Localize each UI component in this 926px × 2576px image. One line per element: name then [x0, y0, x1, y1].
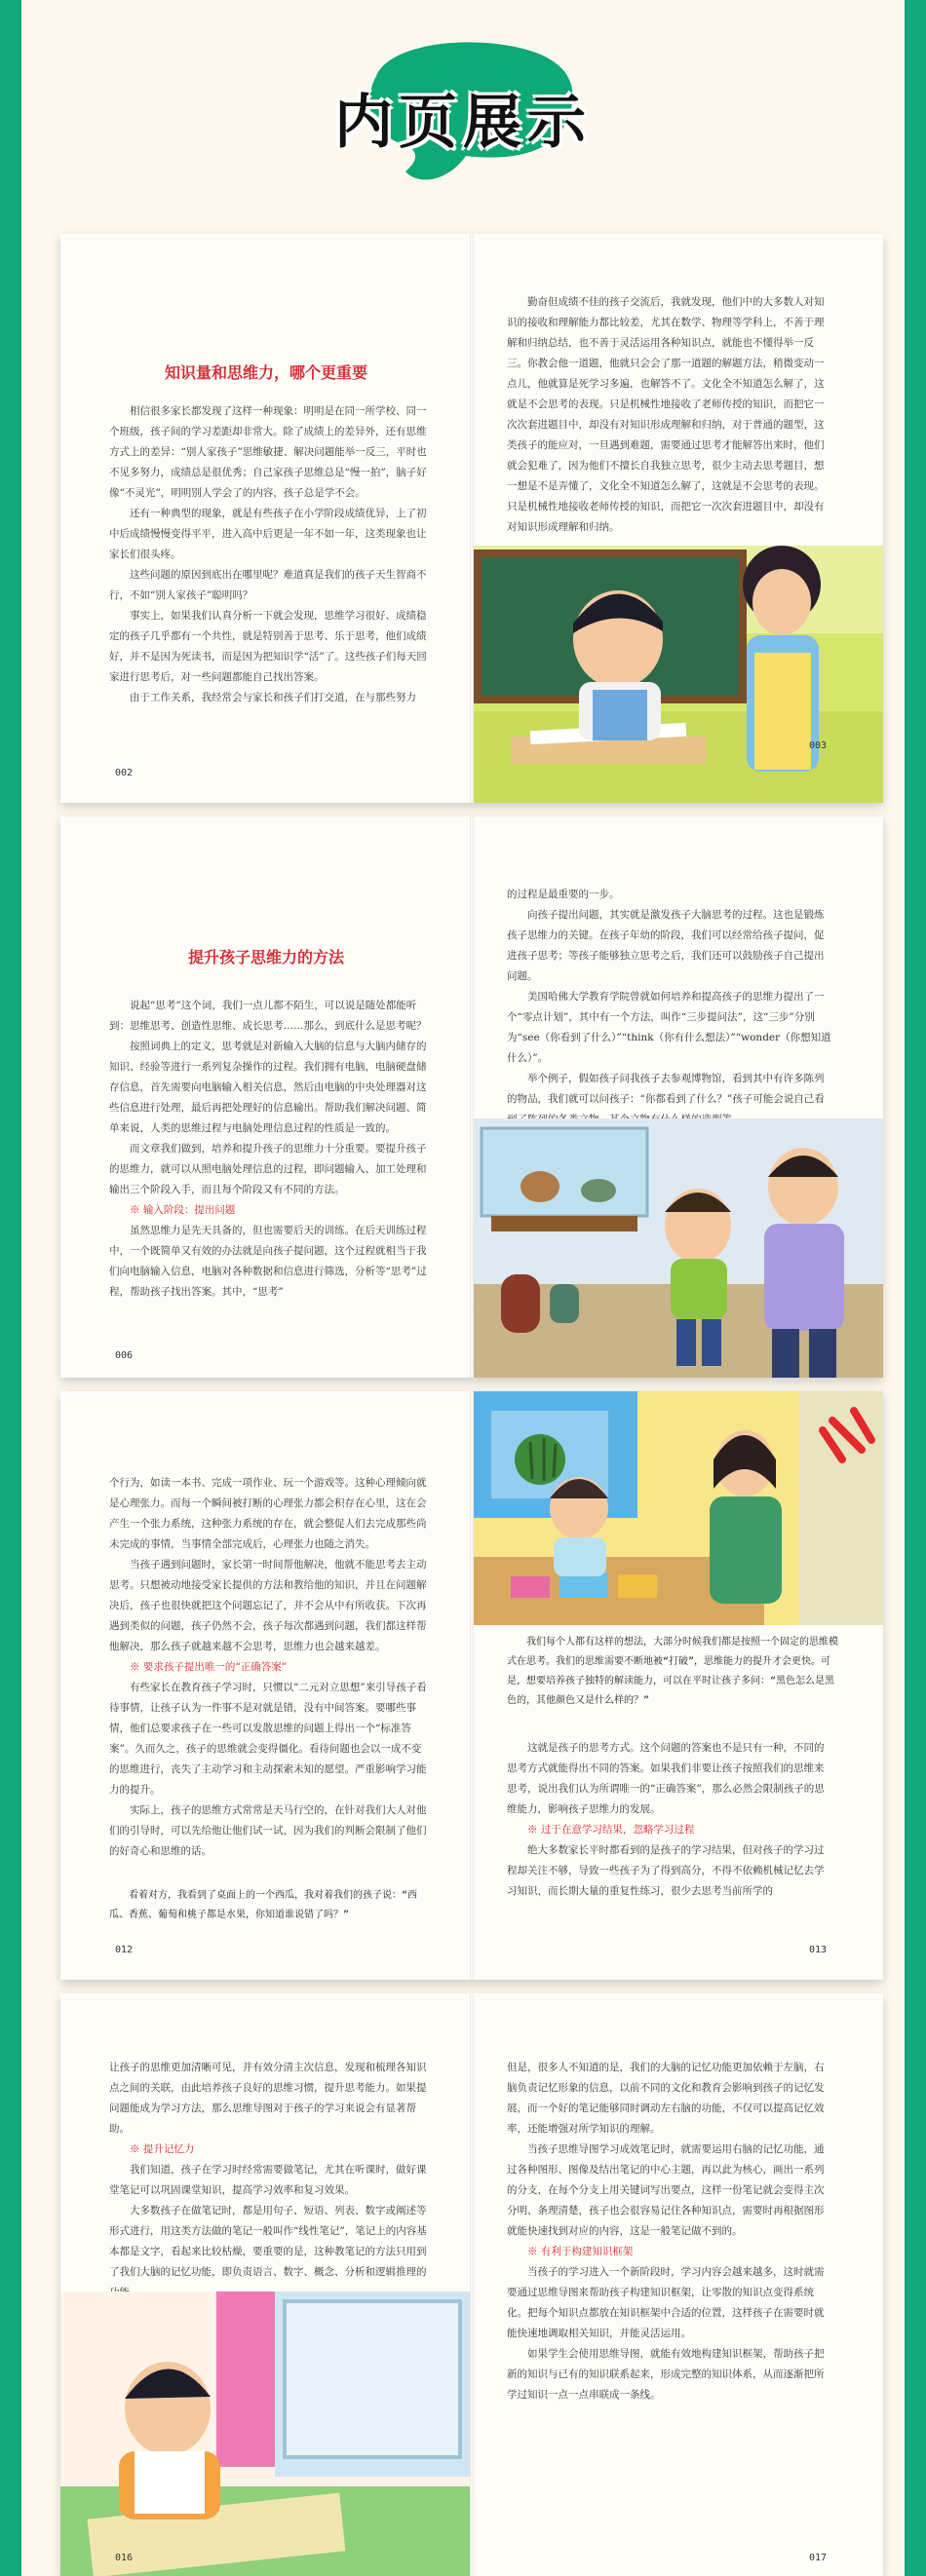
book-spread-4 — [60, 1993, 883, 2576]
body-text — [109, 1473, 431, 1862]
body-text — [507, 1738, 832, 1902]
header — [21, 0, 905, 214]
paragraph: 按照词典上的定义，思考就是对新输入大脑的信息与大脑内储存的知识、经验等进行一系列复杂操作的过程。我们拥有电脑，电脑硬盘储存信息，首先需要向电脑输入相关信息，然后由电脑的中央处理器对这些信息进行处理，最后再把处理好的信息输出。帮助我们解决问题、简单来说，人类的思维过程与电脑处理信息过程的性质是一致的。 — [109, 1041, 427, 1134]
paragraph: 如果学生会使用思维导图，就能有效地构建知识框架，帮助孩子把新的知识与已有的知识联系起来，形成完整的知识体系，从而逐渐把所学过知识一点一点串联成一条线。 — [507, 2348, 825, 2401]
page-number: 016 — [115, 2553, 134, 2563]
paragraph: 美国哈佛大学教育学院曾就如何培养和提高孩子的思维力提出了一个“零点计划”，其中有一个方法，叫作“三步提问法”，这“三步”分别为“see（你看到了什么）”“think（你有什么想法）”“wonder（你想知道什么）”。 — [507, 991, 831, 1064]
page-013 — [472, 1391, 883, 1980]
paragraph: 虽然思维力是先天具备的，但也需要后天的训练。在后天训练过程中，一个既简单又有效的办法就是向孩子提问题，这个过程就相当于我们向电脑输入信息，电脑对各种数据和信息进行筛选，分析等“思考”过程，帮助孩子找出答案。其中，“思考” — [109, 1225, 427, 1298]
paragraph: 这就是孩子的思考方式。这个问题的答案也不是只有一种，不同的思考方式就能得出不同的答案。如果我们非要让孩子按照我们的思维来思考，说出我们认为所谓唯一的“正确答案”，那么必然会限制孩子的思维能力，影响孩子思维力的发展。 — [507, 1742, 825, 1815]
paragraph: 事实上，如果我们认真分析一下就会发现，思维学习很好、成绩稳定的孩子几乎都有一个共性，就是特别善于思考、乐于思考，他们成绩好，并不是因为死读书，而是因为把知识学“活”了。这些孩子们每天回家进行思考后，对一些问题都能自己找出答案。 — [109, 610, 427, 683]
body-text — [507, 2058, 832, 2406]
page-number: 012 — [115, 1945, 134, 1955]
illustration-boy-taking-notes — [60, 2292, 472, 2576]
paragraph: 举个例子，假如孩子问我孩子去参观博物馆，看到其中有许多陈列的物品，我们就可以问孩子：“你都看到了什么？”孩子可能会说自己看 — [507, 1073, 825, 1105]
page-number: 003 — [809, 740, 828, 751]
body-text — [109, 996, 431, 1303]
section-heading: ※ 提升记忆力 — [130, 2143, 195, 2155]
section-heading: ※ 输入阶段：提出问题 — [130, 1204, 236, 1216]
page-016 — [60, 1993, 472, 2576]
page-number: 017 — [809, 2553, 828, 2563]
page-012 — [60, 1391, 472, 1980]
paragraph: 勤奋但成绩不佳的孩子交流后，我就发现，他们中的大多数人对知识的接收和理解能力都比较差，尤其在数学、物理等学科上，不善于理解和归纳总结，也不善于灵活运用各种知识点，就能也不懂得举一反三。你教会他一道题，他就只会会了那一道题的解题方法，稍微变动一点儿，他就算是死学习多遍，也解答不了。文化全不知道怎么解了，这就是不会思考的表现。只是机械性地接收了老师传授的知识，而把它一次次套进题目中，却没有对知识形成理解和归纳，对于普通的题型，这类孩子的能应对，一旦遇到难题，需要通过思考才能解答出来时，他们就会犯难了，因为他们不擅长自我独立思考，很少主动去思考题目，想一想是不是弄懂了，文化全不知道怎么解了，这就是不会思考的表现。只是机械性地接收老师传授的知识，而把它一次次套进题目中，却没有对知识形成理解和归纳。 — [507, 296, 825, 533]
section-heading: ※ 要求孩子提出唯一的“正确答案” — [130, 1661, 288, 1673]
paragraph: 说起“思考”这个词，我们一点儿都不陌生，可以说是随处都能听到：思维思考、创造性思维、成长思考……那么，到底什么是思考呢？ — [109, 1000, 427, 1032]
paragraph: 由于工作关系，我经常会与家长和孩子们打交道，在与那些努力 — [130, 692, 416, 703]
book-gutter — [470, 234, 474, 803]
section-heading: ※ 有利于构建知识框架 — [527, 2246, 634, 2257]
paragraph: 大多数孩子在做笔记时，都是用句子、短语、列表、数字或阐述等形式进行，用这类方法做的笔记一般叫作“线性笔记”，笔记上的内容基本都是文字，看起来比较枯燥，要重要的是，这种教笔记的方法只用到了我们大脑的记忆功能，即负责语言、数字、概念、分析和逻辑推理的 — [109, 2205, 427, 2278]
book-gutter — [470, 1993, 474, 2576]
paragraph: 实际上，孩子的思维方式常常是天马行空的，在针对我们大人对他们的引导时，可以先给他让他们试一试，因为我们的判断会限制了他们的好奇心和思维的话。 — [109, 1804, 427, 1857]
page-006 — [60, 816, 472, 1378]
book-gutter — [470, 1391, 474, 1980]
paragraph: 向孩子提出问题，其实就是激发孩子大脑思考的过程。这也是锻炼孩子思维力的关键。在孩子年幼的阶段，我们可以经常给孩子提问，促进孩子思考；等孩子能够独立思考之后，我们还可以鼓励孩子自己提出问题。 — [507, 909, 825, 982]
book-spread-1 — [60, 234, 883, 803]
illustration-caption: 我们每个人都有这样的想法，大部分时候我们都是按照一个固定的思维模式在思考。我们的思维需要不断地被“打破”，思维能力的提升才会更快。可是，想要培养孩子独特的解读能力，可以在平时让孩子多问：“黑色怎么是黑色的，其他颜色又是什么样的？” — [507, 1637, 838, 1706]
paragraph: 让孩子的思维更加清晰可见，并有效分清主次信息，发现和梳理各知识点之间的关联，由此培养孩子良好的思维习惯，提升思考能力。如果提问题能成为学习方法，那么思维导图对于孩子的学习来说会有显著帮助。 — [109, 2062, 427, 2135]
paragraph: 当孩子遇到问题时，家长第一时间帮他解决，他就不能思考去主动思考。只想被动地接受家长提供的方法和教给他的知识，并且在问题解决后，孩子也很快就把这个问题忘记了，并不会从中有所收获。下次再遇到类似的问题，孩子仍然不会，孩子每次都遇到问题，我们都这样帮他解决，那么孩子就越来越不会思考，思维力也会越来越差。 — [109, 1559, 427, 1652]
paragraph: 但是，很多人不知道的是，我们的大脑的记忆功能更加依赖于左脑，右脑负责记忆形象的信息，以前不同的文化和教育会影响到孩子的记忆发展，而一个好的笔记能够同时调动左右脑的功能，不仅可以提高记忆效率，还能增强对所学知识的理解。 — [507, 2062, 825, 2135]
paragraph: 而文章我们做到，培养和提升孩子的思维力十分重要。要提升孩子的思维力，就可以从照电脑处理信息的过程，即问题输入、加工处理和输出三个阶段入手，而且每个阶段又有不同的方法。 — [109, 1143, 427, 1195]
page-title: 内页展示 — [334, 89, 592, 157]
illustration-watermelon-lesson — [472, 1391, 883, 1625]
body-text — [109, 401, 431, 708]
illustration-museum-visit — [472, 1118, 883, 1378]
paragraph: 绝大多数家长平时都看到的是孩子的学习结果，但对孩子的学习过程却关注不够，导致一些孩子为了得到高分，不得不依赖机械记忆去学习知识，而长期大量的重复性练习，很少去思考当前所学的 — [507, 1844, 825, 1897]
paragraph: 当孩子的学习进入一个新阶段时，学习内容会越来越多，这时就需要通过思维导图来帮助孩子构建知识框架，让零散的知识点变得系统化。把每个知识点都放在知识框架中合适的位置，这样孩子在需要时就能快速地调取相关知识，并能灵活运用。 — [507, 2266, 825, 2339]
paragraph: 相信很多家长都发现了这样一种现象：明明是在同一所学校、同一个班级，孩子间的学习差距却非常大。除了成绩上的差异外，还有思维方式上的差异：“别人家孩子”思维敏捷、解决问题能举一反三，平时也不见多努力，成绩总是很优秀；自己家孩子思维总是“慢一拍”，脑子好像“不灵光”，明明别人学会了的内容，孩子总是学不会。 — [109, 405, 427, 499]
paragraph: 这些问题的原因到底出在哪里呢？难道真是我们的孩子天生智商不行，不如“别人家孩子”聪明吗？ — [109, 569, 427, 601]
paragraph: 还有一种典型的现象，就是有些孩子在小学阶段成绩优异，上了初中后成绩慢慢变得平平，进入高中后更是一年不如一年，这类现象也让家长们很头疼。 — [109, 508, 427, 560]
page-number: 013 — [809, 1945, 828, 1955]
paragraph: 我们知道，孩子在学习时经常需要做笔记，尤其在听课时，做好课堂笔记可以巩固课堂知识，提高学习效率和复习效果。 — [109, 2164, 427, 2196]
page-frame — [21, 0, 905, 2576]
chapter-title: 知识量和思维力，哪个更重要 — [164, 363, 367, 382]
paragraph: 当孩子思维导图学习成效笔记时，就需要运用右脑的记忆功能，通过各种图形、图像及结出笔记的中心主题，再以此为核心，画出一系列的分支，在每个分支上用关键词写出要点，这样一份笔记就会变得主次分明、条理清楚，孩子也会很容易记住各种知识点，需要时再根据图形就能快速找到对应的内容，这是一般笔记做不到的。 — [507, 2143, 825, 2237]
page-017 — [472, 1993, 883, 2576]
body-text — [507, 292, 832, 538]
section-heading: ※ 过于在意学习结果，忽略学习过程 — [527, 1824, 695, 1836]
chapter-title: 提升孩子思维力的方法 — [187, 948, 344, 966]
book-gutter — [470, 816, 474, 1378]
body-text — [507, 885, 832, 1130]
page-number: 002 — [115, 768, 134, 778]
paragraph: 有些家长在教育孩子学习时，只惯以“二元对立思想”来引导孩子看待事情，让孩子认为一件事不是对就是错，没有中间答案。要哪些事情，他们总要求孩子在一些可以发散思维的问题上得出一个“标准答案”。久而久之，孩子的思维就会变得僵化。看待问题也会以一成不变的思维进行，丧失了主动学习和主动探索未知的愿望。严重影响学习能力的提升。 — [109, 1682, 427, 1796]
book-spread-2 — [60, 816, 883, 1378]
page-002 — [60, 234, 472, 803]
illustration-caption: 看着对方，我看到了桌面上的一个西瓜，我对着我们的孩子说：“西瓜、香蕉、葡萄和桃子都是水果，你知道谁说错了吗？” — [109, 1890, 418, 1920]
paragraph: 个行为，如读一本书、完成一项作业、玩一个游戏等。这种心理倾向就是心理张力。而每一个瞬间被打断的心理张力都会积存在心里，这在会产生一个张力系统，这种张力系统的存在，就会整促人们去完成那些尚未完成的事情，当事情全部完成后，心理张力也随之消失。 — [109, 1477, 427, 1550]
page-003 — [472, 234, 883, 803]
illustration-classroom-chalkboard — [472, 546, 883, 803]
body-text — [109, 2058, 431, 2303]
page-007 — [472, 816, 883, 1378]
page-number: 006 — [115, 1350, 134, 1361]
book-spread-3 — [60, 1391, 883, 1980]
paragraph: 的过程是最重要的一步。 — [507, 889, 620, 900]
